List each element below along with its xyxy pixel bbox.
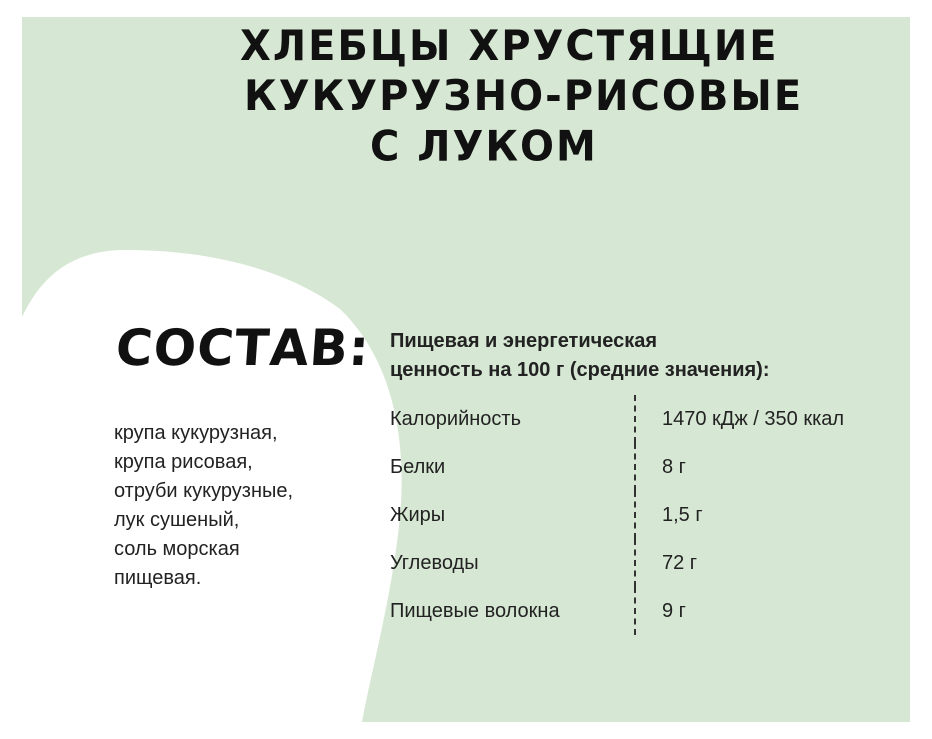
nutrition-heading — [390, 327, 770, 385]
nutrition-row-fiber — [390, 587, 910, 635]
nutrition-label: Калорийность — [390, 407, 522, 430]
nutrition-row-carbs — [390, 539, 910, 587]
nutrition-table — [390, 395, 910, 635]
ingredient-item: крупа рисовая, — [114, 451, 253, 473]
nutrition-value: 9 г — [635, 587, 910, 635]
product-title — [232, 21, 804, 172]
nutrition-row-protein — [390, 443, 910, 491]
nutrition-value: 1470 кДж / 350 ккал — [635, 395, 910, 443]
ingredient-item: крупа кукурузная, — [114, 422, 278, 444]
nutrition-label: Жиры — [390, 503, 446, 526]
ingredient-item: лук сушеный, — [114, 509, 240, 531]
nutrition-label: Пищевые волокна — [390, 599, 560, 622]
ingredient-item: пищевая. — [114, 567, 202, 589]
nutrition-value: 8 г — [635, 443, 910, 491]
product-title-line-2: КУКУРУЗНО-РИСОВЫЕ — [244, 72, 804, 121]
product-title-line-3: С ЛУКОМ — [370, 122, 598, 172]
ingredient-item: отруби кукурузные, — [114, 480, 294, 502]
ingredients-list — [114, 419, 293, 593]
nutrition-heading-line-1: Пищевая и энергетическая — [390, 330, 658, 352]
nutrition-value: 72 г — [635, 539, 910, 587]
product-title-line-1: ХЛЕБЦЫ ХРУСТЯЩИЕ — [240, 22, 779, 71]
composition-heading: СОСТАВ: — [113, 319, 372, 377]
nutrition-row-fat — [390, 491, 910, 539]
nutrition-label: Белки — [390, 455, 446, 478]
nutrition-heading-line-2: ценность на 100 г (средние значения): — [390, 359, 770, 381]
nutrition-value: 1,5 г — [635, 491, 910, 539]
product-card — [22, 17, 910, 722]
nutrition-label: Углеводы — [390, 551, 479, 574]
nutrition-row-calories — [390, 395, 910, 443]
ingredient-item: соль морская — [114, 538, 240, 560]
